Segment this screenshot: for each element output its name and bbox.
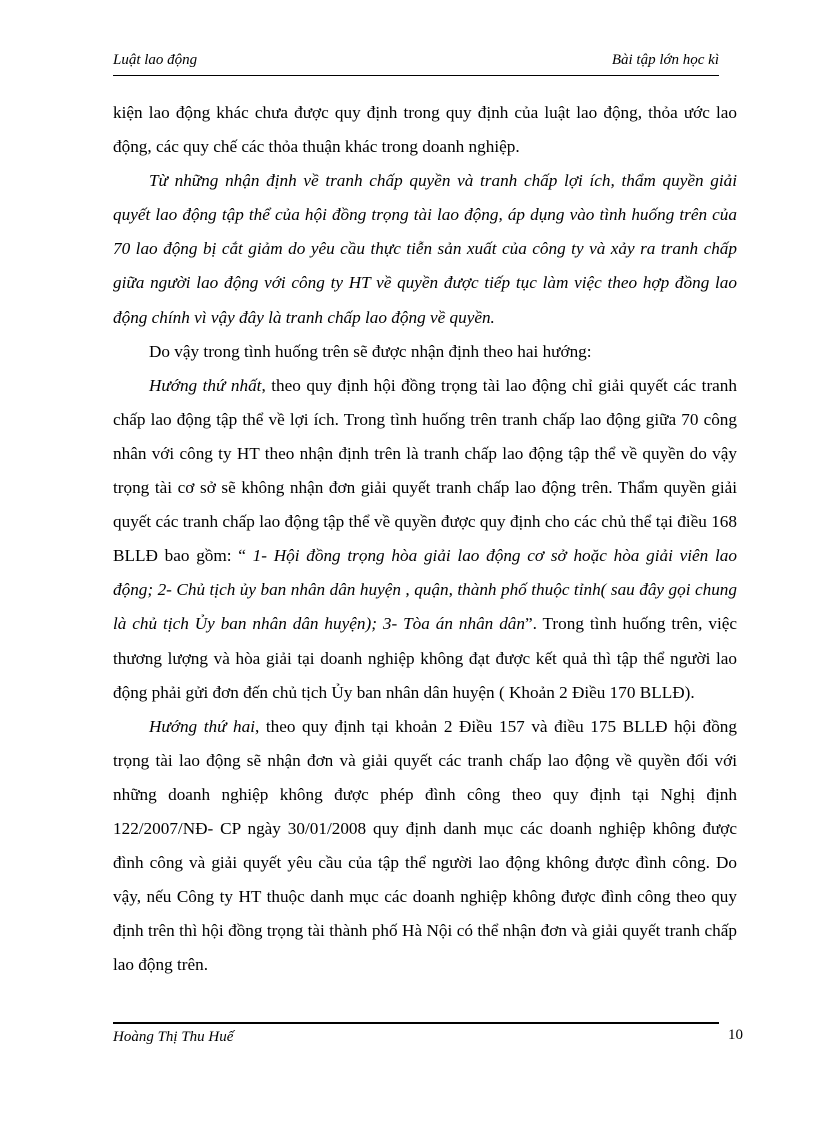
first-direction-lead: Hướng thứ nhất [149, 375, 262, 395]
paragraph-two-directions: Do vậy trong tình huống trên sẽ được nhận định theo hai hướng: [149, 341, 592, 361]
page-number: 10 [728, 1027, 743, 1043]
footer-author: Hoàng Thị Thu Huế [113, 1029, 234, 1045]
first-direction-text-a: , theo quy định hội đồng trọng tài lao động chỉ giải quyết các tranh chấp lao động tập thể về lợi ích. Trong tình huống trên tranh chấp lao động giữa 70 công nhân với công ty HT theo nhận định trên là tranh chấp lao động tập thể về quyền do vậy trọng tài cơ sở sẽ không nhận đơn giải quyết tranh chấp lao động trên. Thẩm quyền giải quyết các tranh chấp lao động tập thể về quyền được quy định cho các chủ thể tại điều 168 BLLĐ bao gồm: “ [113, 375, 737, 566]
paragraph-continuation: kiện lao động khác chưa được quy định trong quy định của luật lao động, thỏa ước lao động, các quy chế các thỏa thuận khác trong doanh nghiệp. [113, 103, 737, 157]
paragraph-first-direction [113, 369, 737, 710]
second-direction-text: , theo quy định tại khoản 2 Điều 157 và điều 175 BLLĐ hội đồng trọng tài lao động sẽ nhận đơn và giải quyết các tranh chấp lao động về quyền đối với những doanh nghiệp không được phép đình công theo quy định tại Nghị định 122/2007/NĐ- CP ngày 30/01/2008 quy định danh mục các doanh nghiệp không được đình công và giải quyết yêu cầu của tập thể người lao động không được đình công. Do vậy, nếu Công ty HT thuộc danh mục các doanh nghiệp không được đình công theo quy định trên thì hội đồng trọng tài thành phố Hà Nội có thể nhận đơn và giải quyết tranh chấp lao động trên. [113, 716, 737, 975]
header-course-title: Luật lao động [113, 52, 198, 68]
header-assignment-title: Bài tập lớn học kì [611, 52, 719, 68]
footer-divider [113, 1022, 719, 1024]
paragraph-analysis: Từ những nhận định về tranh chấp quyền và tranh chấp lợi ích, thẩm quyền giải quyết lao động tập thể của hội đồng trọng tài lao động, áp dụng vào tình huống trên của 70 lao động bị cắt giảm do yêu cầu thực tiễn sản xuất của công ty và xảy ra tranh chấp giữa người lao động với công ty HT về quyền được tiếp tục làm việc theo hợp đồng lao động chính vì vậy đây là tranh chấp lao động về quyền. [113, 171, 737, 327]
second-direction-lead: Hướng thứ hai [149, 716, 255, 736]
first-direction-quote: 1- Hội đồng trọng hòa giải lao động cơ sở hoặc hòa giải viên lao động; 2- Chủ tịch ủy ban nhân dân huyện , quận, thành phố thuộc tỉnh( sau đây gọi chung là chủ tịch Ủy ban nhân dân huyện); 3- Tòa án nhân dân [113, 546, 737, 634]
first-direction-text-b: ”. Trong tình huống trên, việc thương lượng và hòa giải tại doanh nghiệp không đạt được kết quả thì tập thể người lao động phải gửi đơn đến chủ tịch Ủy ban nhân dân huyện ( Khoản 2 Điều 170 BLLĐ). [113, 614, 737, 702]
header-divider [113, 75, 719, 76]
document-body [113, 96, 737, 982]
paragraph-second-direction [113, 710, 737, 983]
